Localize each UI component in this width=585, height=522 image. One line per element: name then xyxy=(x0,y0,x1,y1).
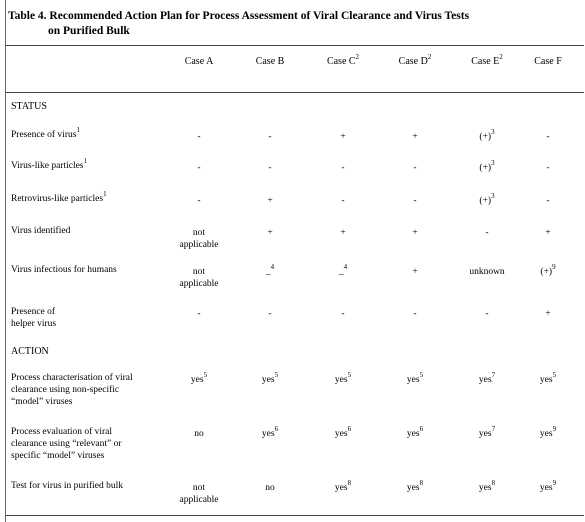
table-cell: _$^4$ xyxy=(265,263,275,277)
table-cell: yes$^8$ xyxy=(478,479,496,493)
table-cell: not applicable xyxy=(179,267,219,289)
column-header-footnote: 2 xyxy=(355,53,360,61)
table-cell: + xyxy=(412,228,418,238)
table-cell: yes$^6$ xyxy=(334,425,352,439)
row-label-footnote: 1 xyxy=(103,190,107,198)
table-cell: yes$^9$ xyxy=(539,425,557,439)
table-cell: yes$^9$ xyxy=(539,479,557,493)
table-cell: + xyxy=(267,228,273,238)
table-cell: - xyxy=(413,309,417,319)
column-header-footnote: 2 xyxy=(499,53,503,61)
cell-footnote: 6 xyxy=(274,425,279,433)
cell-footnote: 4 xyxy=(270,263,275,271)
rule-top xyxy=(6,45,584,46)
cell-footnote: 5 xyxy=(274,371,279,379)
table-cell: - xyxy=(485,309,489,319)
table-cell: - xyxy=(268,309,272,319)
cell-footnote: 8 xyxy=(347,479,352,487)
table-title xyxy=(8,9,469,39)
table-cell: + xyxy=(412,267,418,277)
table-cell: yes$^7$ xyxy=(478,371,496,385)
cell-footnote: 9 xyxy=(552,479,557,487)
table-cell: yes$^5$ xyxy=(539,371,557,385)
table-cell: - xyxy=(268,163,272,173)
table-cell: not applicable xyxy=(179,483,219,505)
table-cell: yes$^5$ xyxy=(261,371,279,385)
table-cell: + xyxy=(545,228,551,238)
table-cell: - xyxy=(413,163,417,173)
table-cell: yes$^5$ xyxy=(334,371,352,385)
table-cell: - xyxy=(197,132,201,142)
cell-footnote: 6 xyxy=(419,425,424,433)
table-title-line2: on Purified Bulk xyxy=(48,25,130,37)
row-label-7: Process characterisation of viral clearance using non-specific “model” viruses xyxy=(11,373,133,407)
table-cell: - xyxy=(485,228,489,238)
row-label-9: Test for virus in purified bulk xyxy=(11,481,123,491)
table-cell: + xyxy=(340,132,346,142)
cell-footnote: 7 xyxy=(491,425,496,433)
table-cell: not applicable xyxy=(179,228,219,250)
rule-header-bottom xyxy=(6,92,584,93)
table-cell: - xyxy=(341,309,345,319)
table-cell: yes$^6$ xyxy=(261,425,279,439)
table-cell: yes$^5$ xyxy=(190,371,208,385)
table-cell: yes$^7$ xyxy=(478,425,496,439)
left-border xyxy=(5,0,6,522)
cell-footnote: 8 xyxy=(491,479,496,487)
rule-bottom xyxy=(6,515,584,516)
table-cell: - xyxy=(268,132,272,142)
table-cell: - xyxy=(546,163,550,173)
row-label-footnote: 1 xyxy=(83,157,88,165)
table-cell: - xyxy=(197,163,201,173)
cell-footnote: 7 xyxy=(491,371,496,379)
cell-footnote: 5 xyxy=(347,371,352,379)
column-header-4: Case $D^2$ xyxy=(398,53,432,67)
row-label-footnote: 1 xyxy=(76,126,80,134)
row-label-5: Virus infectious for humans xyxy=(11,265,117,275)
cell-footnote: 5 xyxy=(203,371,208,379)
table-cell: $(+)^3$ xyxy=(479,128,495,142)
row-label-1: Presence of virus$^1$ xyxy=(11,126,80,140)
table-cell: yes$^8$ xyxy=(406,479,424,493)
row-label-3: Retrovirus-like particles$^1$ xyxy=(11,190,107,204)
section-action: ACTION xyxy=(11,346,49,357)
table-cell: yes$^5$ xyxy=(406,371,424,385)
table-cell: - xyxy=(546,196,550,206)
cell-footnote: 9 xyxy=(552,263,556,271)
column-header-footnote: 2 xyxy=(427,53,432,61)
row-label-8: Process evaluation of viral clearance using “relevant” or specific “model” viruses xyxy=(11,427,122,461)
table-cell: - xyxy=(341,163,345,173)
column-header-3: Case $C^2$ xyxy=(326,53,360,67)
table-cell: yes$^6$ xyxy=(406,425,424,439)
row-label-4: Virus identified xyxy=(11,226,71,236)
column-header-6: Case F xyxy=(534,56,562,67)
column-header-2: Case B xyxy=(255,56,285,67)
table-cell: + xyxy=(412,132,418,142)
table-cell: + xyxy=(267,196,273,206)
row-label-6: Presence of helper virus xyxy=(11,307,57,329)
table-cell: $(+)^3$ xyxy=(479,192,495,206)
table-cell: no xyxy=(194,429,204,439)
table-cell: unknown xyxy=(469,267,505,277)
cell-footnote: 9 xyxy=(552,425,557,433)
table-cell: - xyxy=(197,309,201,319)
table-cell: $(+)^3$ xyxy=(479,159,495,173)
cell-footnote: 3 xyxy=(491,192,495,200)
table-cell: + xyxy=(545,309,551,319)
cell-footnote: 5 xyxy=(419,371,424,379)
table-title-line1: Table 4. Recommended Action Plan for Process Assessment of Viral Clearance and Virus Tests xyxy=(8,10,470,22)
table-cell: - xyxy=(197,196,201,206)
table-cell: + xyxy=(340,228,346,238)
cell-footnote: 3 xyxy=(491,128,495,136)
cell-footnote: 5 xyxy=(552,371,557,379)
cell-footnote: 3 xyxy=(491,159,495,167)
table-cell: yes$^8$ xyxy=(334,479,352,493)
column-header-5: Case $E^2$ xyxy=(471,53,503,67)
table-cell: - xyxy=(341,196,345,206)
cell-footnote: 6 xyxy=(347,425,352,433)
column-header-1: Case A xyxy=(184,56,214,67)
row-label-2: Virus-like particles$^1$ xyxy=(11,157,88,171)
table-cell: - xyxy=(413,196,417,206)
table-cell: - xyxy=(546,132,550,142)
section-status: STATUS xyxy=(11,101,47,112)
table-cell: $(+)^9$ xyxy=(540,263,556,277)
cell-footnote: 4 xyxy=(343,263,348,271)
table-cell: no xyxy=(265,483,275,493)
cell-footnote: 8 xyxy=(419,479,424,487)
table-cell: _$^4$ xyxy=(338,263,348,277)
